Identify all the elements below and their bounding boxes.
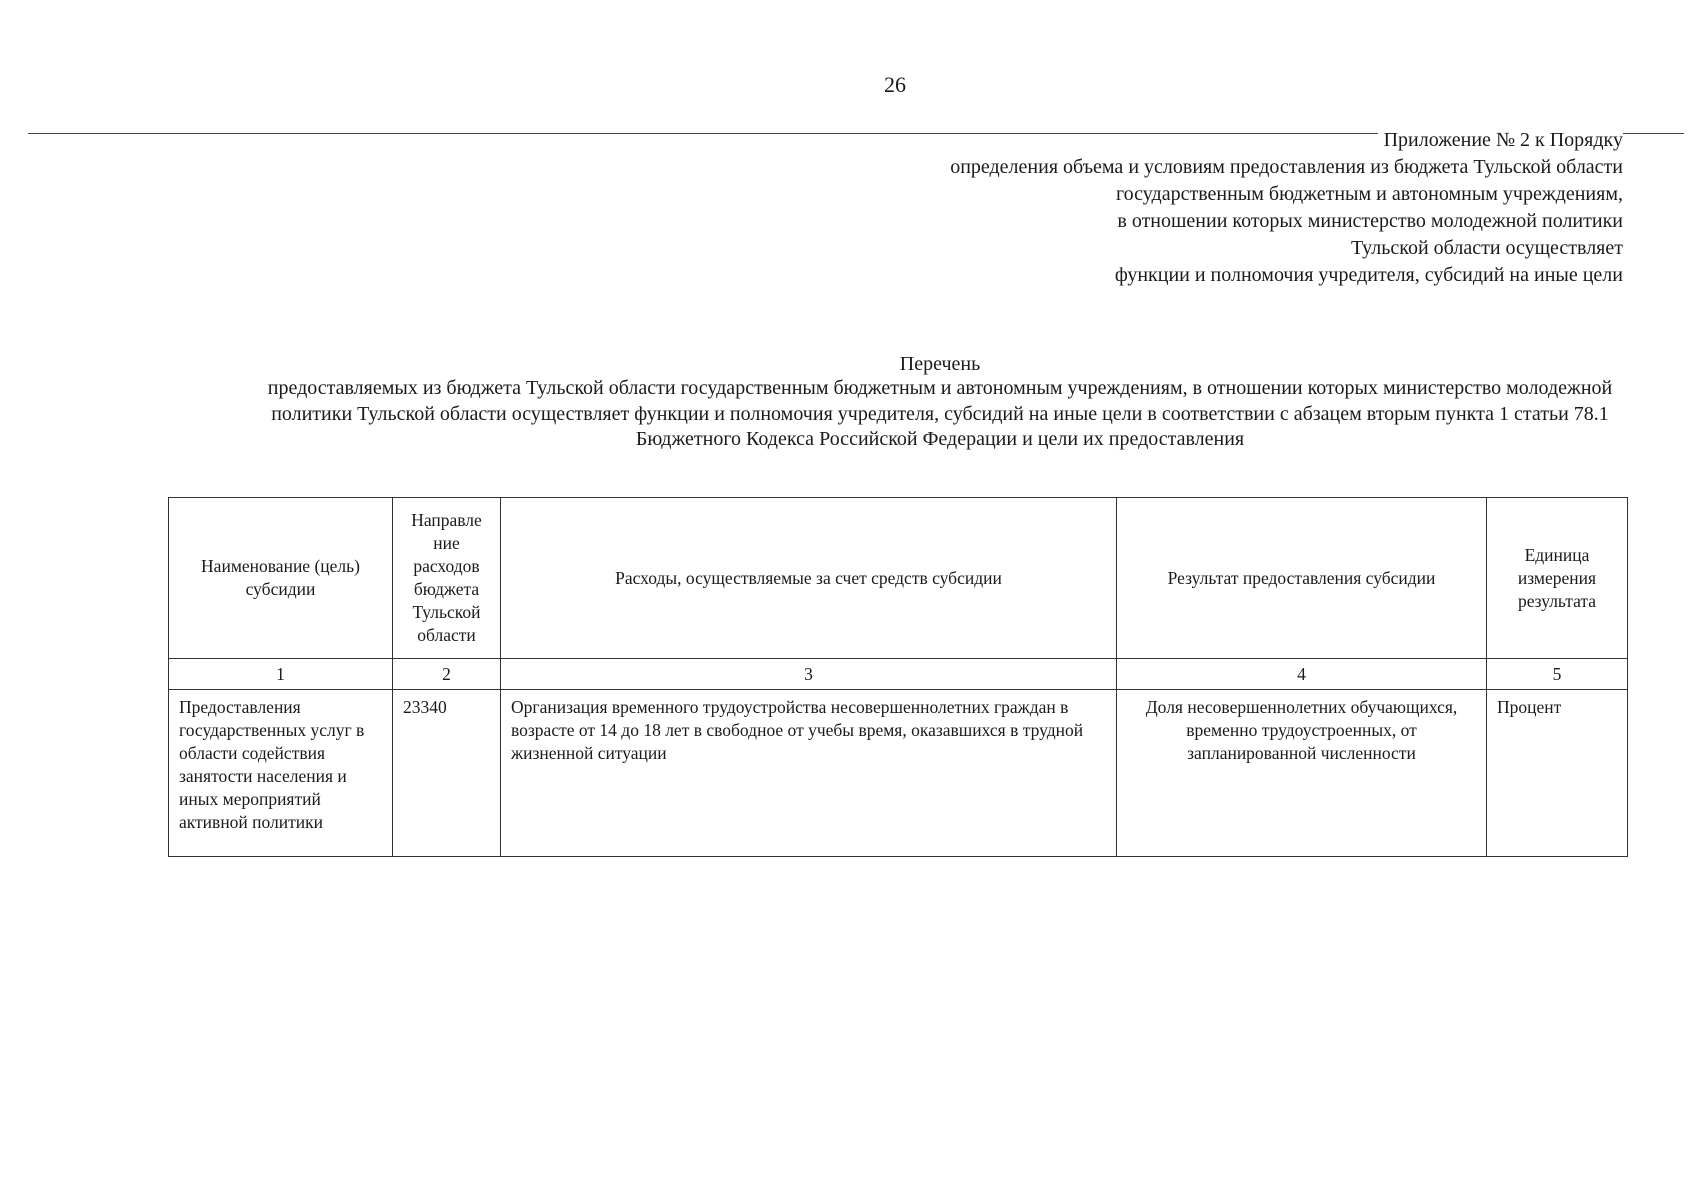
document-title: Перечень xyxy=(899,353,981,375)
column-number: 2 xyxy=(393,659,501,690)
cell-unit: Процент xyxy=(1487,690,1628,857)
column-number: 1 xyxy=(169,659,393,690)
header-expense-direction: Направле ние расходов бюджета Тульской области xyxy=(393,498,501,659)
appendix-line: Приложение № 2 к Порядку xyxy=(623,127,1623,154)
subsidy-table xyxy=(168,497,1628,857)
header-subsidy-name: Наименование (цель) субсидии xyxy=(169,498,393,659)
appendix-line: функции и полномочия учредителя, субсидий на иные цели xyxy=(1114,264,1623,286)
appendix-line: определения объема и условиям предоставления из бюджета Тульской области xyxy=(950,156,1623,178)
appendix-line: Тульской области осуществляет xyxy=(1350,237,1623,259)
appendix-line: в отношении которых министерство молодежной политики xyxy=(1117,210,1623,232)
cell-expense-direction: 23340 xyxy=(393,690,501,857)
header-expenses: Расходы, осуществляемые за счет средств субсидии xyxy=(501,498,1117,659)
table-header-row xyxy=(169,498,1628,659)
table-column-number-row xyxy=(169,659,1628,690)
column-number: 3 xyxy=(501,659,1117,690)
header-unit: Единица измерения результата xyxy=(1487,498,1628,659)
table-row xyxy=(169,690,1628,857)
cell-expenses: Организация временного трудоустройства несовершеннолетних граждан в возрасте от 14 до 18 лет в свободное от учебы время, оказавшихся в трудной жизненной ситуации xyxy=(501,690,1117,857)
cell-subsidy-name: Предоставления государственных услуг в области содействия занятости населения и иных мероприятий активной политики xyxy=(169,690,393,857)
document-subtitle: предоставляемых из бюджета Тульской области государственным бюджетным и автономным учреждениям, в отношении которых министерство молодежной политики Тульской области осуществляет функции и полномочия учредителя, субсидий на иные цели в соответствии с абзацем вторым пункта 1 статьи 78.1 Бюджетного Кодекса Российской Федерации и цели их предоставления xyxy=(267,377,1613,450)
appendix-block xyxy=(623,127,1623,289)
page-number: 26 xyxy=(884,72,906,97)
appendix-line: государственным бюджетным и автономным учреждениям, xyxy=(1115,183,1623,205)
cell-result: Доля несовершеннолетних обучающихся, временно трудоустроенных, от запланированной численности xyxy=(1117,690,1487,857)
header-result: Результат предоставления субсидии xyxy=(1117,498,1487,659)
column-number: 5 xyxy=(1487,659,1628,690)
column-number: 4 xyxy=(1117,659,1487,690)
